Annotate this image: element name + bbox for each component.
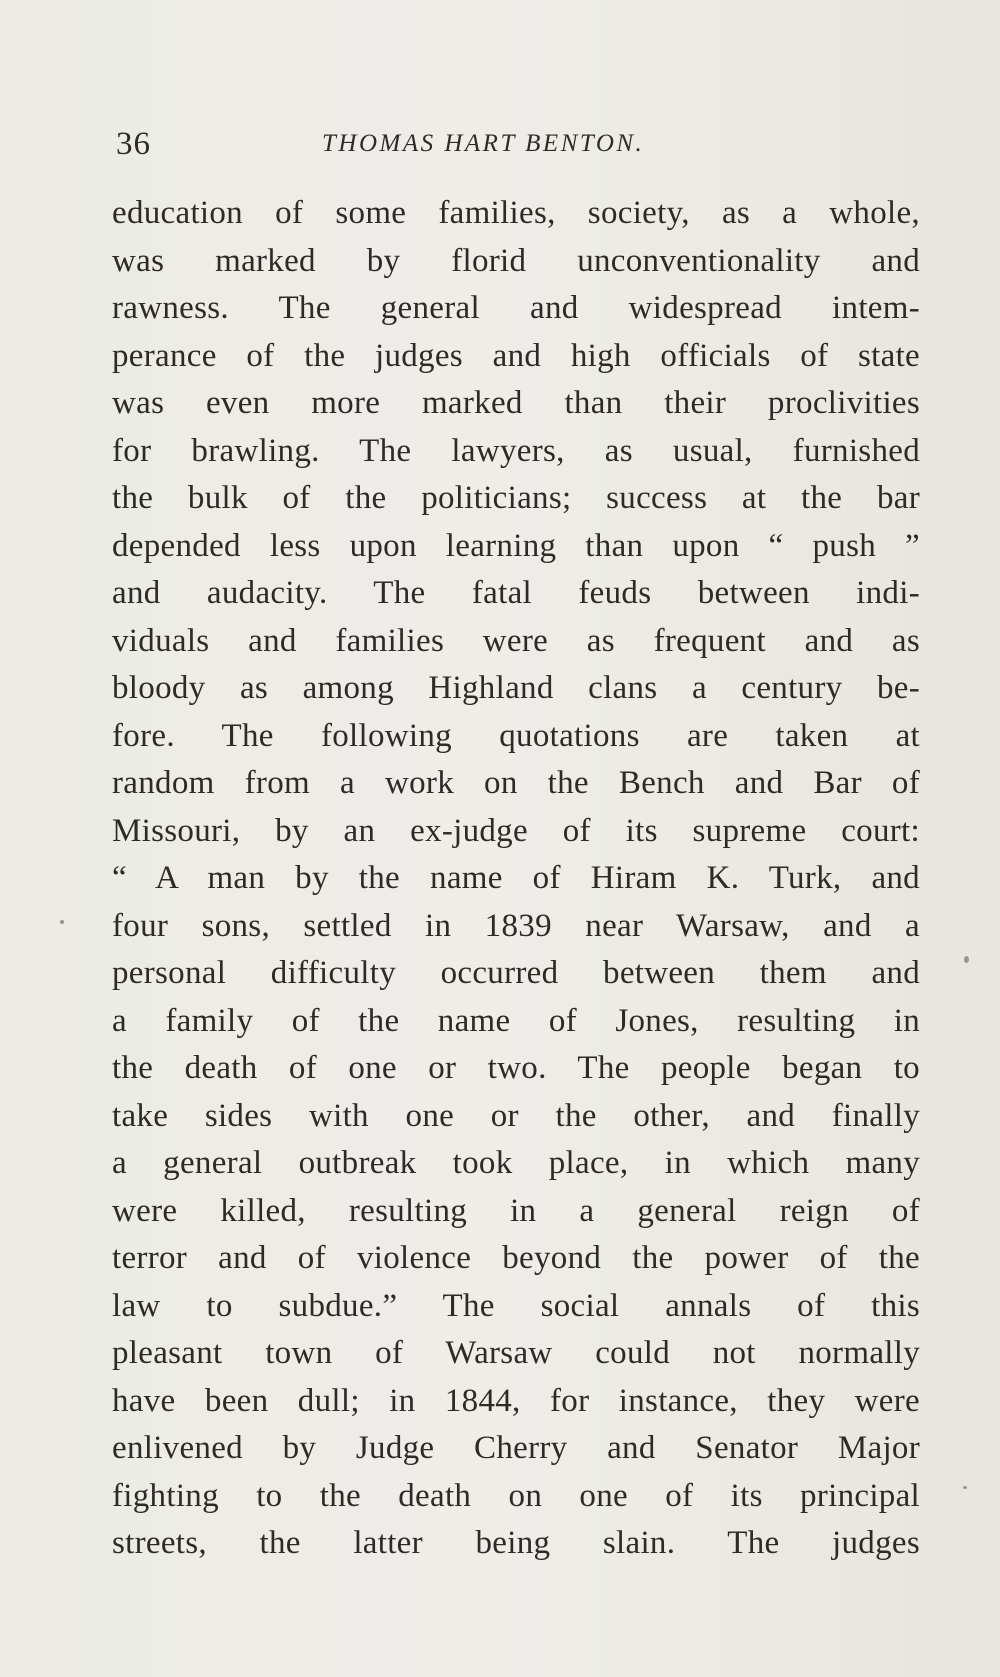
text-line: have been dull; in 1844, for instance, they were bbox=[112, 1382, 920, 1419]
text-line: enlivened by Judge Cherry and Senator Major bbox=[112, 1430, 920, 1466]
text-line: streets, the latter being slain. The judges bbox=[112, 1525, 920, 1561]
paper-speck bbox=[60, 920, 64, 924]
text-line: perance of the judges and high officials of state bbox=[112, 337, 920, 374]
text-line: random from a work on the Bench and Bar of bbox=[112, 765, 920, 801]
text-line: depended less upon learning than upon “ push ” bbox=[112, 527, 920, 564]
text-line: the death of one or two. The people began to bbox=[112, 1050, 920, 1086]
text-line: a family of the name of Jones, resulting in bbox=[112, 1002, 920, 1039]
text-line: “ A man by the name of Hiram K. Turk, and bbox=[112, 860, 920, 896]
paper-speck bbox=[963, 1486, 967, 1489]
text-line: a general outbreak took place, in which many bbox=[112, 1145, 920, 1181]
text-line: four sons, settled in 1839 near Warsaw, and a bbox=[112, 907, 920, 944]
text-line: take sides with one or the other, and finally bbox=[112, 1097, 920, 1134]
text-line: was even more marked than their proclivities bbox=[112, 385, 920, 421]
text-line: was marked by florid unconventionality and bbox=[112, 242, 920, 279]
page-number: 36 bbox=[116, 126, 151, 162]
text-line: were killed, resulting in a general reign of bbox=[112, 1192, 920, 1229]
text-line: education of some families, society, as a whole, bbox=[112, 195, 920, 231]
text-line: fighting to the death on one of its principal bbox=[112, 1477, 920, 1514]
text-line: viduals and families were as frequent and as bbox=[112, 622, 920, 659]
text-line: the bulk of the politicians; success at the bar bbox=[112, 480, 920, 516]
page-header bbox=[116, 126, 924, 176]
text-line: and audacity. The fatal feuds between indi- bbox=[112, 575, 920, 611]
text-line: for brawling. The lawyers, as usual, furnished bbox=[112, 432, 920, 469]
text-line: fore. The following quotations are taken at bbox=[112, 717, 920, 754]
text-line: rawness. The general and widespread intem- bbox=[112, 290, 920, 326]
text-line: law to subdue.” The social annals of this bbox=[112, 1287, 920, 1324]
text-line: terror and of violence beyond the power of the bbox=[112, 1240, 920, 1276]
running-head: THOMAS HART BENTON. bbox=[322, 130, 645, 157]
text-line: personal difficulty occurred between them and bbox=[112, 955, 920, 991]
body-text bbox=[112, 190, 920, 1568]
text-line: bloody as among Highland clans a century be- bbox=[112, 670, 920, 706]
text-line: pleasant town of Warsaw could not normally bbox=[112, 1335, 920, 1371]
paper-speck bbox=[964, 956, 969, 963]
text-line: Missouri, by an ex-judge of its supreme court: bbox=[112, 812, 920, 849]
